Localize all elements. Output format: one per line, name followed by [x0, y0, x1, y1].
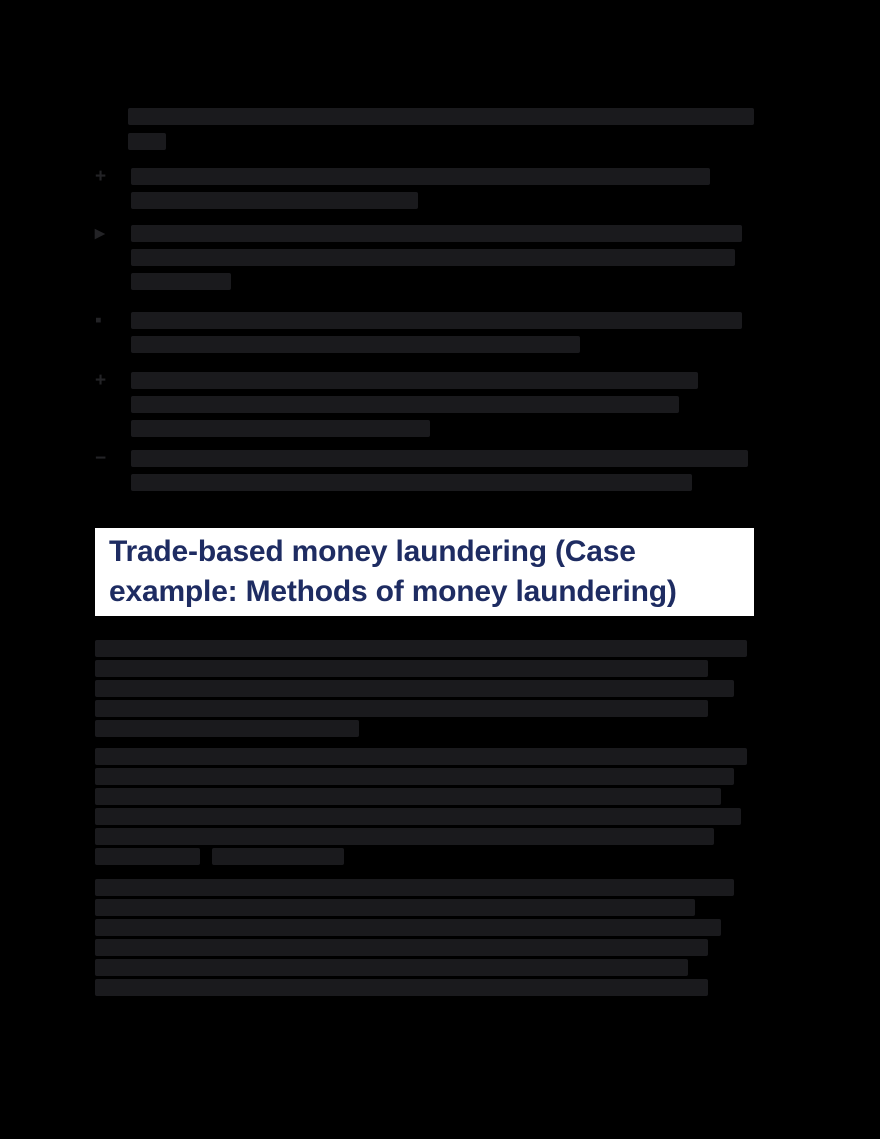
- illegible-text-line: [95, 808, 754, 825]
- bullet-text: [131, 225, 754, 290]
- illegible-text-line: [131, 312, 754, 329]
- illegible-text-line: [131, 192, 754, 209]
- illegible-text-segment: [131, 225, 742, 242]
- bullet-list: [95, 168, 754, 491]
- illegible-text-segment: [95, 720, 359, 737]
- bullet-text: [131, 168, 754, 209]
- bullet-marker-icon: ▪: [95, 310, 102, 331]
- section-heading-line-2: example: Methods of money laundering): [109, 575, 677, 608]
- illegible-text-line: [128, 108, 754, 125]
- illegible-text-segment: [131, 249, 735, 266]
- illegible-text-segment: [131, 336, 580, 353]
- illegible-text-line: [131, 420, 754, 437]
- section-heading-box: [95, 528, 754, 616]
- bullet-item: [95, 450, 754, 491]
- illegible-text-segment: [95, 768, 734, 785]
- illegible-text-segment: [95, 680, 734, 697]
- bullet-text: [131, 450, 754, 491]
- illegible-text-segment: [95, 919, 721, 936]
- illegible-text-line: [95, 640, 754, 657]
- illegible-text-segment: [131, 192, 418, 209]
- illegible-text-line: [95, 879, 754, 896]
- intro-paragraph: [128, 108, 754, 150]
- bullet-marker-icon: −: [95, 448, 107, 469]
- illegible-text-line: [131, 336, 754, 353]
- bullet-marker-icon: +: [95, 370, 107, 391]
- illegible-text-line: [95, 768, 754, 785]
- document-content-column: [95, 108, 754, 996]
- illegible-text-line: [95, 680, 754, 697]
- bullet-text: [131, 312, 754, 353]
- illegible-text-segment: [131, 396, 679, 413]
- illegible-text-line: [95, 899, 754, 916]
- illegible-text-line: [95, 720, 754, 737]
- illegible-text-line: [95, 660, 754, 677]
- section-heading-line-1: Trade-based money laundering (Case: [109, 535, 636, 568]
- illegible-text-segment: [95, 899, 695, 916]
- illegible-text-segment: [95, 979, 708, 996]
- illegible-text-line: [131, 273, 754, 290]
- illegible-text-segment: [212, 848, 344, 865]
- illegible-text-segment: [95, 828, 714, 845]
- body-paragraph: [95, 748, 754, 865]
- illegible-text-segment: [95, 939, 708, 956]
- illegible-text-line: [95, 788, 754, 805]
- bullet-marker-icon: +: [95, 166, 107, 187]
- illegible-text-segment: [95, 959, 688, 976]
- bullet-item: [95, 312, 754, 353]
- illegible-text-line: [95, 979, 754, 996]
- illegible-text-line: [131, 249, 754, 266]
- illegible-text-line: [95, 748, 754, 765]
- illegible-text-line: [95, 959, 754, 976]
- illegible-text-segment: [131, 372, 698, 389]
- illegible-text-segment: [128, 108, 754, 125]
- illegible-text-segment: [95, 748, 747, 765]
- bullet-item: [95, 168, 754, 209]
- illegible-text-line: [95, 919, 754, 936]
- illegible-text-segment: [95, 700, 708, 717]
- illegible-text-line: [131, 396, 754, 413]
- illegible-text-segment: [131, 168, 710, 185]
- illegible-text-segment: [131, 420, 430, 437]
- body-paragraph: [95, 640, 754, 737]
- illegible-text-segment: [131, 474, 692, 491]
- illegible-text-line: [95, 848, 754, 865]
- illegible-text-line: [95, 700, 754, 717]
- bullet-item: [95, 372, 754, 437]
- illegible-text-line: [131, 474, 754, 491]
- illegible-text-segment: [131, 450, 748, 467]
- illegible-text-line: [131, 450, 754, 467]
- illegible-text-segment: [95, 808, 741, 825]
- bullet-marker-icon: ▸: [95, 223, 105, 244]
- illegible-text-segment: [95, 879, 734, 896]
- body-paragraph: [95, 879, 754, 996]
- bullet-text: [131, 372, 754, 437]
- illegible-text-segment: [131, 273, 231, 290]
- illegible-text-line: [95, 828, 754, 845]
- illegible-text-line: [131, 225, 754, 242]
- illegible-text-segment: [95, 788, 721, 805]
- illegible-text-segment: [128, 133, 166, 150]
- illegible-text-segment: [131, 312, 742, 329]
- body-paragraphs: [95, 640, 754, 996]
- illegible-text-segment: [95, 640, 747, 657]
- illegible-text-segment: [95, 660, 708, 677]
- illegible-text-line: [128, 133, 754, 150]
- bullet-item: [95, 225, 754, 290]
- illegible-text-line: [131, 372, 754, 389]
- illegible-text-line: [131, 168, 754, 185]
- illegible-text-line: [95, 939, 754, 956]
- illegible-text-segment: [95, 848, 200, 865]
